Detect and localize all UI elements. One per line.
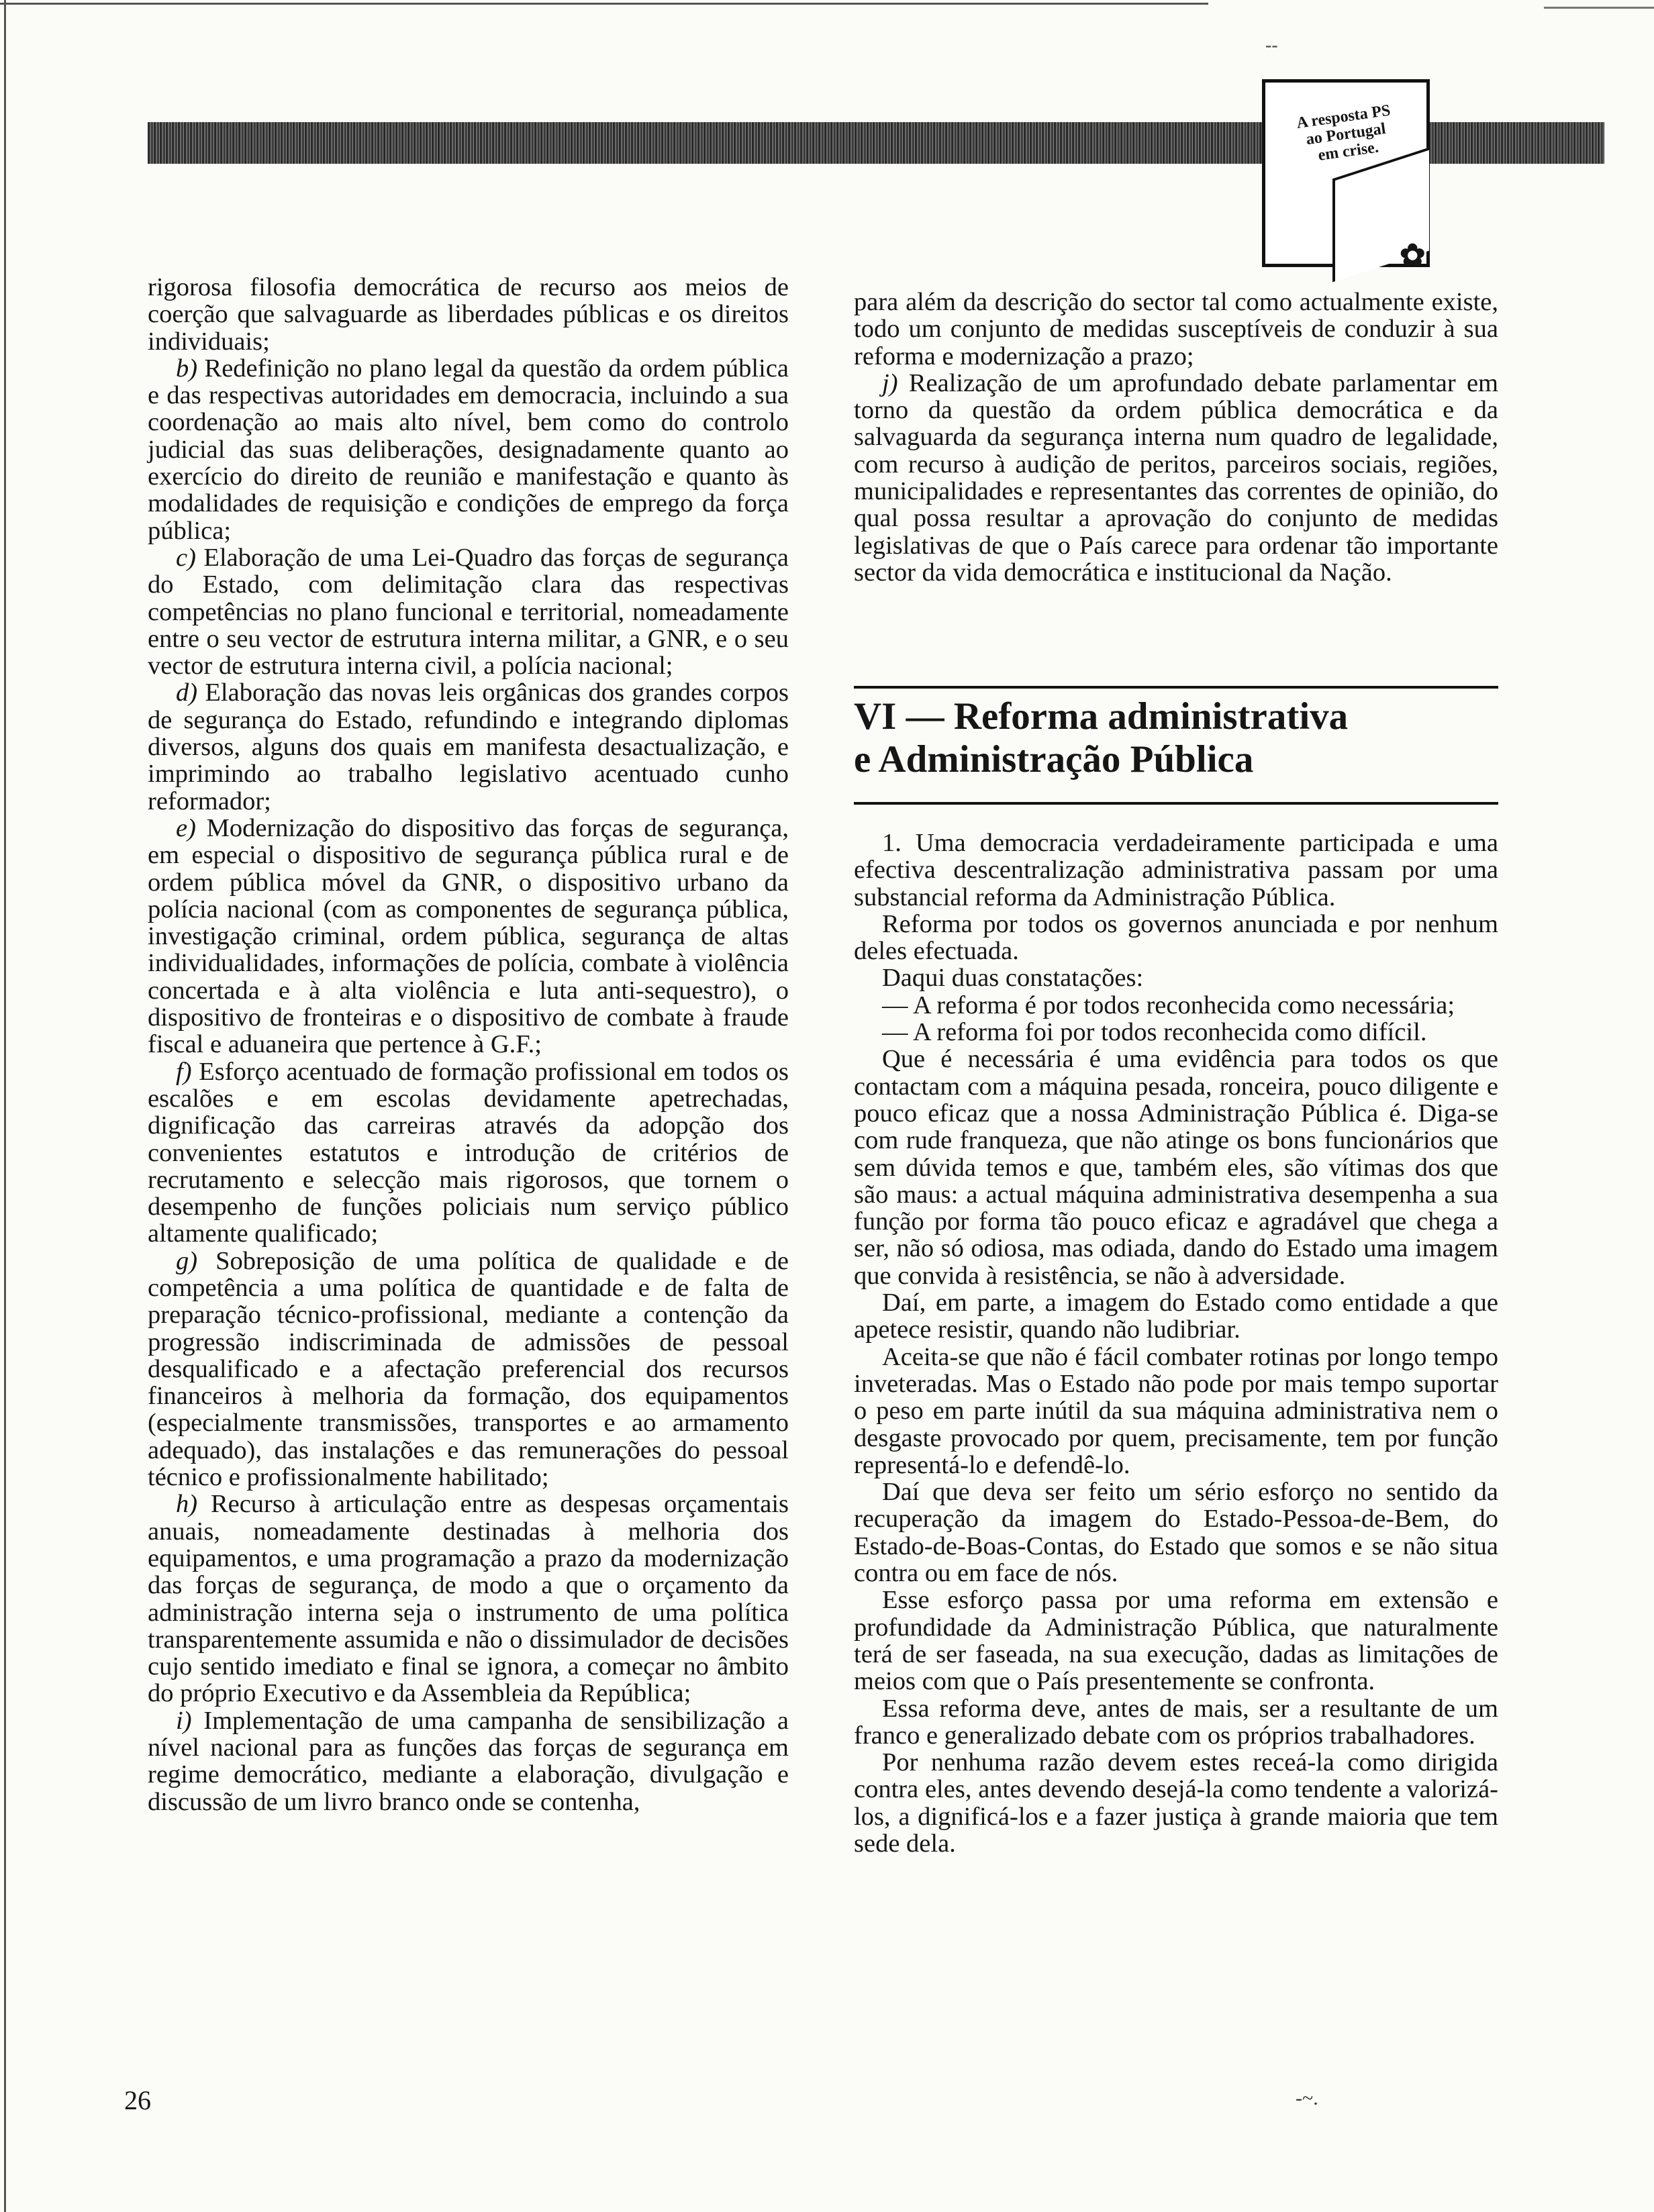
page-number: 26 bbox=[124, 2085, 151, 2115]
paragraph: Reforma por todos os governos anunciada e por nenhum deles efectuada. bbox=[854, 909, 1498, 966]
section-rule-bottom bbox=[854, 802, 1498, 805]
item-marker: j) bbox=[882, 368, 898, 397]
list-item bbox=[148, 1058, 789, 1248]
item-text: Modernização do dispositivo das forças de segurança, em especial o dispositivo de segurança pública rural e de ordem pública móvel da GNR, o dispositivo urbano da polícia nacional (com as componentes de segurança pública, investigação criminal, ordem pública, segurança de altas individualidades, informações de polícia, combate à violência concertada e à alta violência e luta anti-sequestro), o dispositivo de fronteiras e o dispositivo de combate à fraude fiscal e aduaneira que pertence à G.F.; bbox=[148, 813, 789, 1059]
list-item bbox=[148, 1707, 789, 1815]
paragraph: Que é necessária é uma evidência para todos os que contactam com a máquina pesada, ronceira, pouco diligente e pouco eficaz que a nossa Administração Pública é. Diga-se com rude franqueza, que não atinge os bons funcionários que sem dúvida temos e que, também eles, são vítimas dos que são maus: a actual máquina administrativa desempenha a sua função por forma tão pouco eficaz e agradável que chega a ser, não só odiosa, mas odiada, dando do Estado uma imagem que convida à resistência, se não à adversidade. bbox=[854, 1045, 1498, 1290]
section-heading-line-1: VI — Reforma administrativa bbox=[854, 695, 1349, 738]
list-item bbox=[148, 1491, 789, 1707]
item-marker: h) bbox=[176, 1490, 198, 1519]
paragraph: Daqui duas constatações: bbox=[882, 964, 1144, 993]
corner-mark: -- bbox=[1265, 35, 1278, 56]
paragraph: Daí, em parte, a imagem do Estado como entidade a que apetece resistir, quando não ludibriar. bbox=[854, 1289, 1498, 1344]
section-heading bbox=[854, 695, 1498, 781]
item-marker: f) bbox=[176, 1057, 192, 1086]
paragraph: Esse esforço passa por uma reforma em extensão e profundidade da Administração Pública, que naturalmente terá de ser faseada, na sua execução, dadas as limitações de meios com que o País presentemente se confronta. bbox=[854, 1586, 1498, 1696]
item-text: Implementação de uma campanha de sensibilização a nível nacional para as funções das forças de segurança em regime democrático, mediante a elaboração, divulgação e discussão de um livro branco onde se contenha, bbox=[148, 1706, 789, 1816]
page-scan-edge-top-right bbox=[1544, 7, 1654, 9]
list-item bbox=[854, 370, 1498, 586]
list-item bbox=[148, 1248, 789, 1491]
paragraph: Daí que deva ser feito um sério esforço no sentido da recuperação da imagem do Estado-Pessoa-de-Bem, do Estado-de-Boas-Contas, do Estado que somos e se não situa contra ou em face de nós. bbox=[854, 1478, 1498, 1588]
section-rule-top bbox=[854, 686, 1498, 689]
party-logo-icon: ✿ bbox=[1400, 238, 1426, 272]
list-item bbox=[148, 679, 789, 814]
left-column bbox=[148, 274, 789, 1815]
item-text: Realização de um aprofundado debate parlamentar em torno da questão da ordem pública democrática e da salvaguarda da segurança interna num quadro de legalidade, com recurso à audição de peritos, parceiros sociais, regiões, municipalidades e representantes das correntes de opinião, do qual possa resultar a aprovação do conjunto de medidas legislativas de que o País carece para ordenar tão importante sector da vida democrática e institucional da Nação. bbox=[854, 368, 1498, 587]
item-text: Redefinição no plano legal da questão da ordem pública e das respectivas autoridades em democracia, incluindo a sua coordenação ao mais alto nível, bem como do controlo judicial das suas deliberações, designadamente quanto ao exercício do direito de reunião e manifestação e quanto às modalidades de requisição e condições de emprego da força pública; bbox=[148, 354, 789, 545]
paragraph: — A reforma é por todos reconhecida como necessária; bbox=[882, 991, 1455, 1019]
paragraph: Essa reforma deve, antes de mais, ser a resultante de um franco e generalizado debate com os próprios trabalhadores. bbox=[854, 1694, 1498, 1750]
list-item bbox=[148, 815, 789, 1058]
item-text: Sobreposição de uma política de qualidade e de competência a uma política de quantidade e de falta de preparação técnico-profissional, mediante a contenção da progressão indiscriminada de admissões de pessoal desqualificado e a afectação preferencial dos recursos financeiros à melhoria da formação, dos equipamentos (especialmente transmissões, transportes e ao armamento adequado), das instalações e das remunerações do pessoal técnico e profissionalmente habilitado; bbox=[148, 1246, 789, 1492]
item-marker: b) bbox=[176, 354, 198, 383]
paragraph: Por nenhuma razão devem estes receá-la como dirigida contra eles, antes devendo desejá-la como tendente a valorizá-los, a dignificá-los e a fazer justiça à grande maioria que tem sede dela. bbox=[854, 1748, 1498, 1858]
tail-mark: -~. bbox=[1296, 2087, 1318, 2109]
item-text: Recurso à articulação entre as despesas orçamentais anuais, nomeadamente destinadas à melhoria dos equipamentos, e uma programação a prazo da modernização das forças de segurança, de modo a que o orçamento da administração interna seja o instrumento de uma política transparentemente assumida e não o dissimulador de decisões cujo sentido imediato e final se ignora, a começar no âmbito do próprio Executivo e da Assembleia da República; bbox=[148, 1490, 789, 1708]
item-marker: e) bbox=[176, 813, 196, 842]
page-scan-edge-top bbox=[0, 3, 1208, 5]
item-marker: i) bbox=[176, 1706, 192, 1735]
item-text: Elaboração das novas leis orgânicas dos grandes corpos de segurança do Estado, refundindo e integrando diplomas diversos, alguns dos quais em manifesta desactualização, e imprimindo ao trabalho legislativo acentuado cunho reformador; bbox=[148, 678, 789, 815]
paragraph bbox=[854, 289, 1498, 370]
paragraph: — A reforma foi por todos reconhecida como difícil. bbox=[882, 1018, 1427, 1047]
series-badge bbox=[1262, 79, 1430, 272]
item-text: Elaboração de uma Lei-Quadro das forças de segurança do Estado, com delimitação clara das respectivas competências no plano funcional e territorial, nomeadamente entre o seu vector de estrutura interna militar, a GNR, e o seu vector de estrutura interna civil, a polícia nacional; bbox=[148, 543, 789, 681]
item-marker: c) bbox=[176, 543, 196, 572]
right-column-top bbox=[854, 289, 1498, 586]
paragraph-text: para além da descrição do sector tal como actualmente existe, todo um conjunto de medidas susceptíveis de conduzir à sua reforma e modernização a prazo; bbox=[854, 288, 1498, 370]
paragraph: 1. Uma democracia verdadeiramente participada e uma efectiva descentralização administrativa passam por uma substancial reforma da Administração Pública. bbox=[854, 829, 1498, 911]
list-item bbox=[148, 355, 789, 544]
section-heading-line-2: e Administração Pública bbox=[854, 738, 1254, 781]
item-marker: g) bbox=[176, 1246, 198, 1275]
paragraph-text: rigorosa filosofia democrática de recurso aos meios de coerção que salvaguarde as liberdades públicas e os direitos individuais; bbox=[148, 273, 789, 356]
badge-text: A resposta PS ao Portugal em crise. bbox=[1295, 101, 1392, 164]
item-text: Esforço acentuado de formação profissional em todos os escalões e em escolas devidamente apetrechadas, dignificação das carreiras através da adopção dos convenientes estatutos e introdução de critérios de recrutamento e selecção mais rigorosos, que tornem o desempenho de funções policiais num serviço público altamente qualificado; bbox=[148, 1057, 789, 1248]
item-marker: d) bbox=[176, 678, 198, 707]
paragraph: Aceita-se que não é fácil combater rotinas por longo tempo inveteradas. Mas o Estado não pode por mais tempo suportar o peso em parte inútil da sua máquina administrativa nem o desgaste provocado por quem, precisamente, tem por função representá-lo e defendê-lo. bbox=[854, 1342, 1498, 1479]
right-column-bottom bbox=[854, 825, 1498, 1857]
list-item bbox=[148, 544, 789, 679]
paragraph bbox=[148, 274, 789, 355]
page-scan-edge-left bbox=[4, 0, 6, 2212]
